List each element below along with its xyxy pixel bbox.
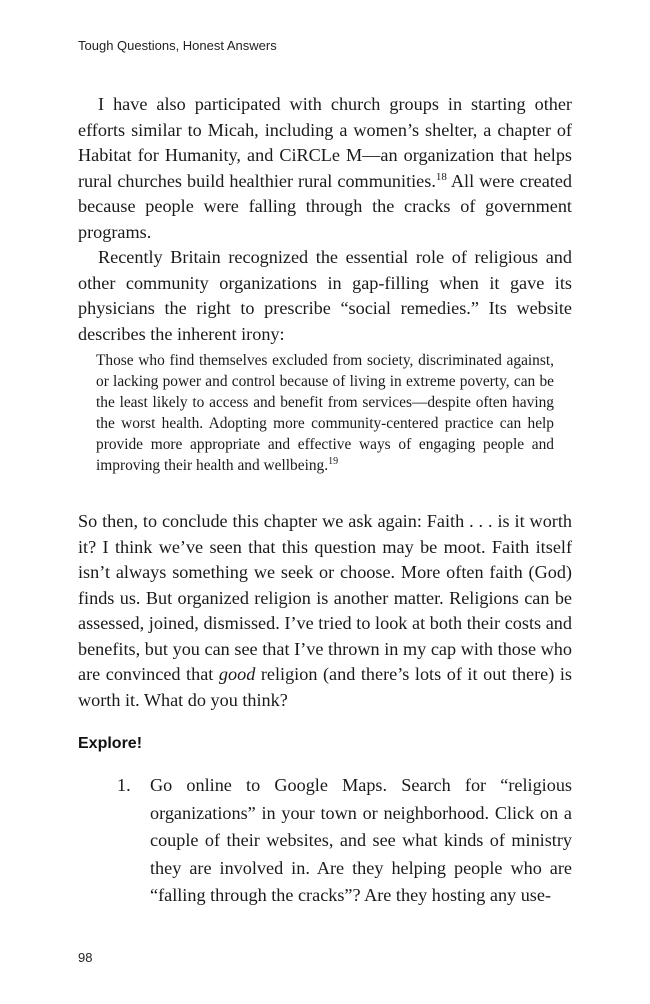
paragraph-2: Recently Britain recognized the essential role of religious and other community organizations in gap-filling when it gave its physicians the right to prescribe “social remedies.” Its website describes the inherent irony: <box>78 247 572 344</box>
block-quote <box>96 350 554 476</box>
paragraph-3-text-a: So then, to conclude this chapter we ask again: Faith . . . is it worth it? I think we’ve seen that this question may be moot. Faith itself isn’t always something we seek or choose. More often faith (God) finds us. But organized religion is another matter. Religions can be assessed, joined, dismissed. I’ve tried to look at both their costs and benefits, but you can see that I’ve thrown in my cap with those who are convinced that <box>78 511 572 684</box>
list-item-text: Go online to Google Maps. Search for “religious organizations” in your town or neighborhood. Click on a couple of their websites, and see what kinds of ministry they are involved in. Are they helping people who are “falling through the cracks”? Are they hosting any use- <box>150 775 572 905</box>
list-item <box>117 772 572 910</box>
body-top <box>78 92 572 347</box>
page-number: 98 <box>78 950 93 965</box>
section-heading: Explore! <box>78 735 143 752</box>
paragraph-3-text-b: religion (and there’s lots of it out there) is worth it. What do you think? <box>78 664 572 710</box>
endnote-18[interactable]: 18 <box>435 170 447 183</box>
paragraph-3-emphasis: good <box>218 664 256 684</box>
paragraph-3 <box>78 509 572 713</box>
block-quote-text: Those who find themselves excluded from society, discriminated against, or lacking power and control because of living in extreme poverty, can be the least likely to access and benefit from services—despite often having the worst health. Adopting more community-centered practice can help provide more appropriate and effective ways of engaging people and improving their health and wellbeing. <box>96 352 554 474</box>
body-middle <box>78 509 572 713</box>
explore-list <box>117 772 572 910</box>
paragraph-1-text: I have also participated with church groups in starting other efforts similar to Micah, including a women’s shelter, a chapter of Habitat for Humanity, and CiRCLe M—an organization that helps rural churches build healthier rural communities. <box>78 94 572 191</box>
endnote-19[interactable]: 19 <box>328 455 339 467</box>
paragraph-1 <box>78 92 572 245</box>
running-head: Tough Questions, Honest Answers <box>78 38 277 53</box>
paragraph-1-text-after: All were created because people were falling through the cracks of government programs. <box>78 170 572 242</box>
list-item-number: 1. <box>117 775 131 795</box>
